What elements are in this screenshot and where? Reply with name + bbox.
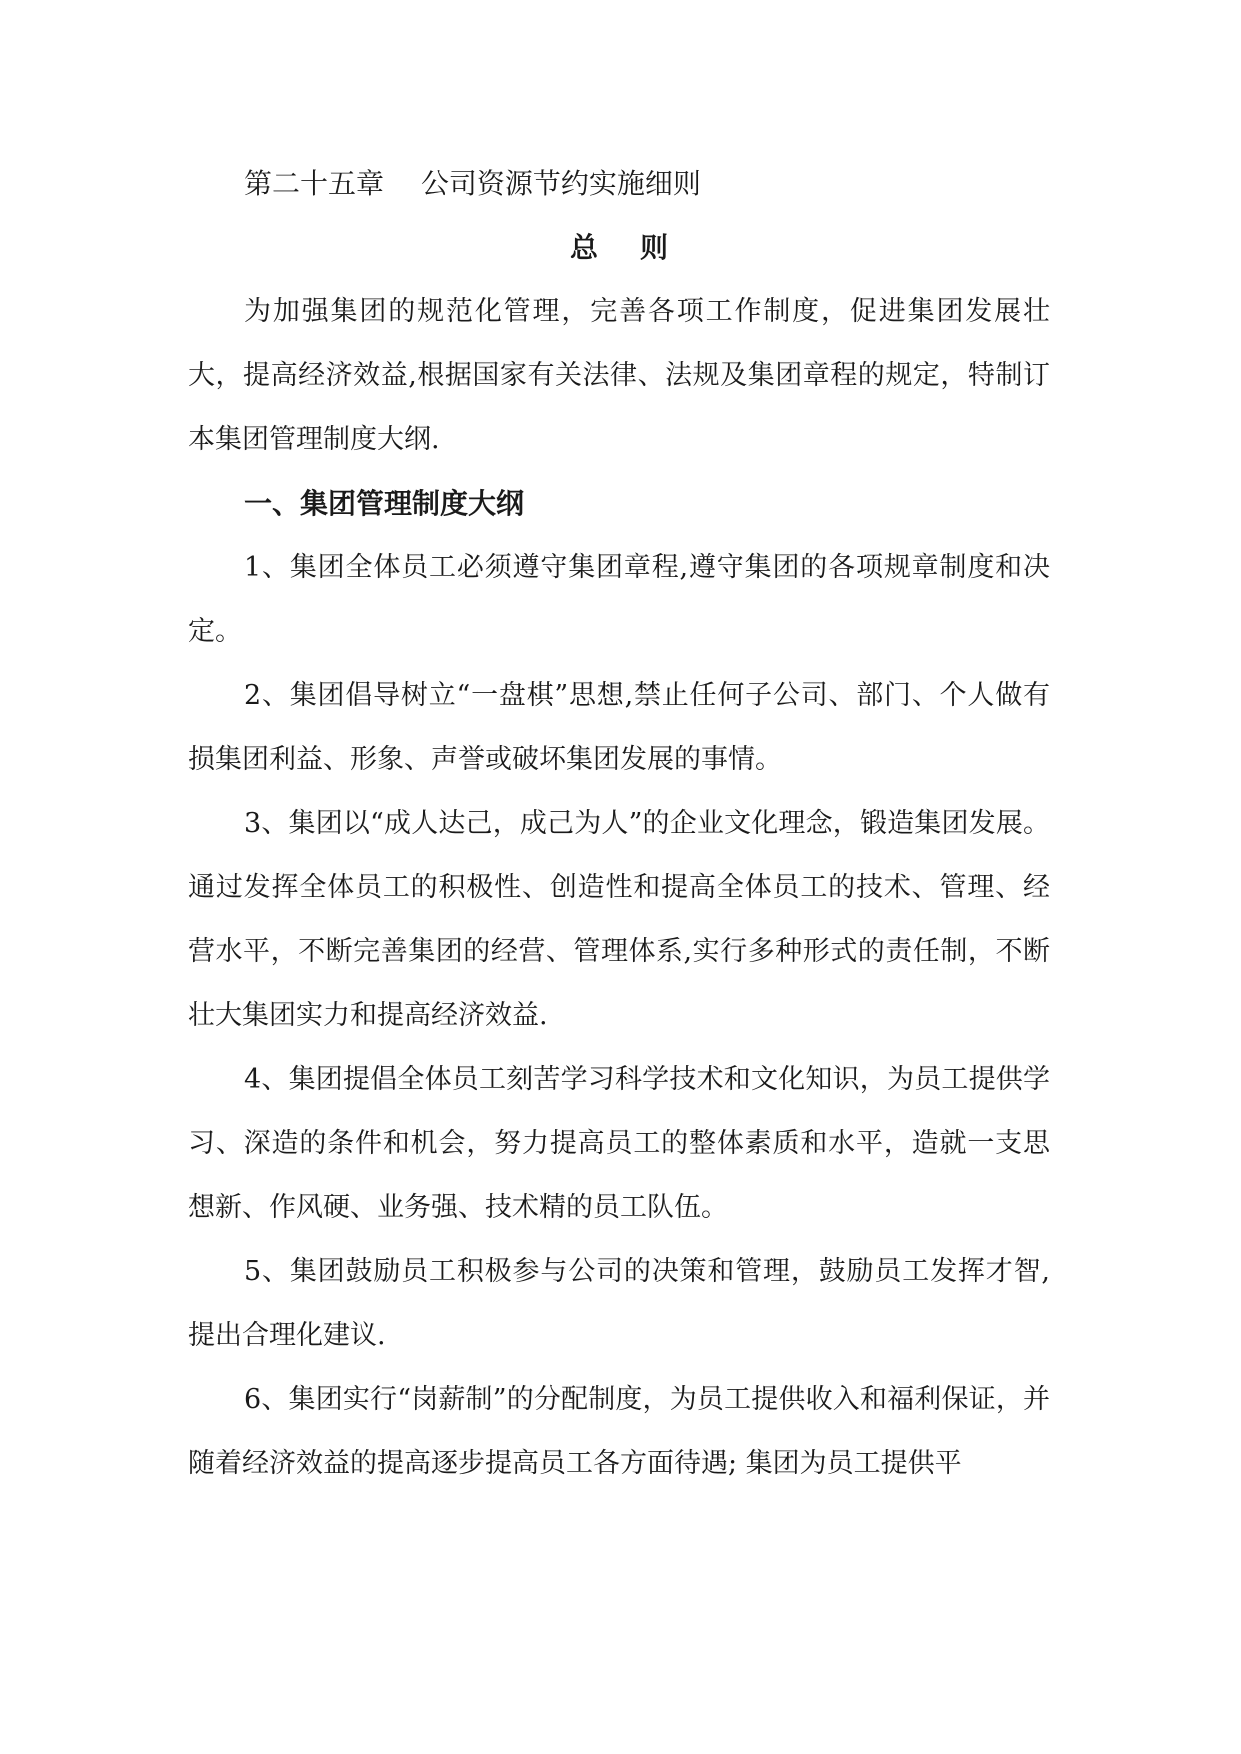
list-item: 2、集团倡导树立“一盘棋”思想,禁止任何子公司、部门、个人做有损集团利益、形象、声誉或破坏集团发展的事情。 [188, 680, 1050, 775]
document-body [188, 152, 1050, 1496]
section-title: 总则 [569, 231, 710, 264]
list-item: 4、集团提倡全体员工刻苦学习科学技术和文化知识，为员工提供学习、深造的条件和机会，努力提高员工的整体素质和水平，造就一支思想新、作风硬、业务强、技术精的员工队伍。 [188, 1064, 1050, 1223]
list-item: 1、集团全体员工必须遵守集团章程,遵守集团的各项规章制度和决定。 [188, 552, 1050, 647]
part-heading: 一、集团管理制度大纲 [244, 487, 525, 520]
list-item: 6、集团实行“岗薪制”的分配制度，为员工提供收入和福利保证，并随着经济效益的提高逐步提高员工各方面待遇; 集团为员工提供平 [188, 1384, 1050, 1479]
list-item: 5、集团鼓励员工积极参与公司的决策和管理，鼓励员工发挥才智,提出合理化建议. [188, 1256, 1050, 1351]
chapter-title: 第二十五章 公司资源节约实施细则 [244, 167, 701, 200]
intro-paragraph: 为加强集团的规范化管理，完善各项工作制度，促进集团发展壮大，提高经济效益,根据国家有关法律、法规及集团章程的规定，特制订本集团管理制度大纲. [188, 296, 1050, 455]
list-item: 3、集团以“成人达己，成己为人”的企业文化理念，锻造集团发展。通过发挥全体员工的积极性、创造性和提高全体员工的技术、管理、经营水平，不断完善集团的经营、管理体系,实行多种形式的责任制，不断壮大集团实力和提高经济效益. [188, 808, 1050, 1031]
